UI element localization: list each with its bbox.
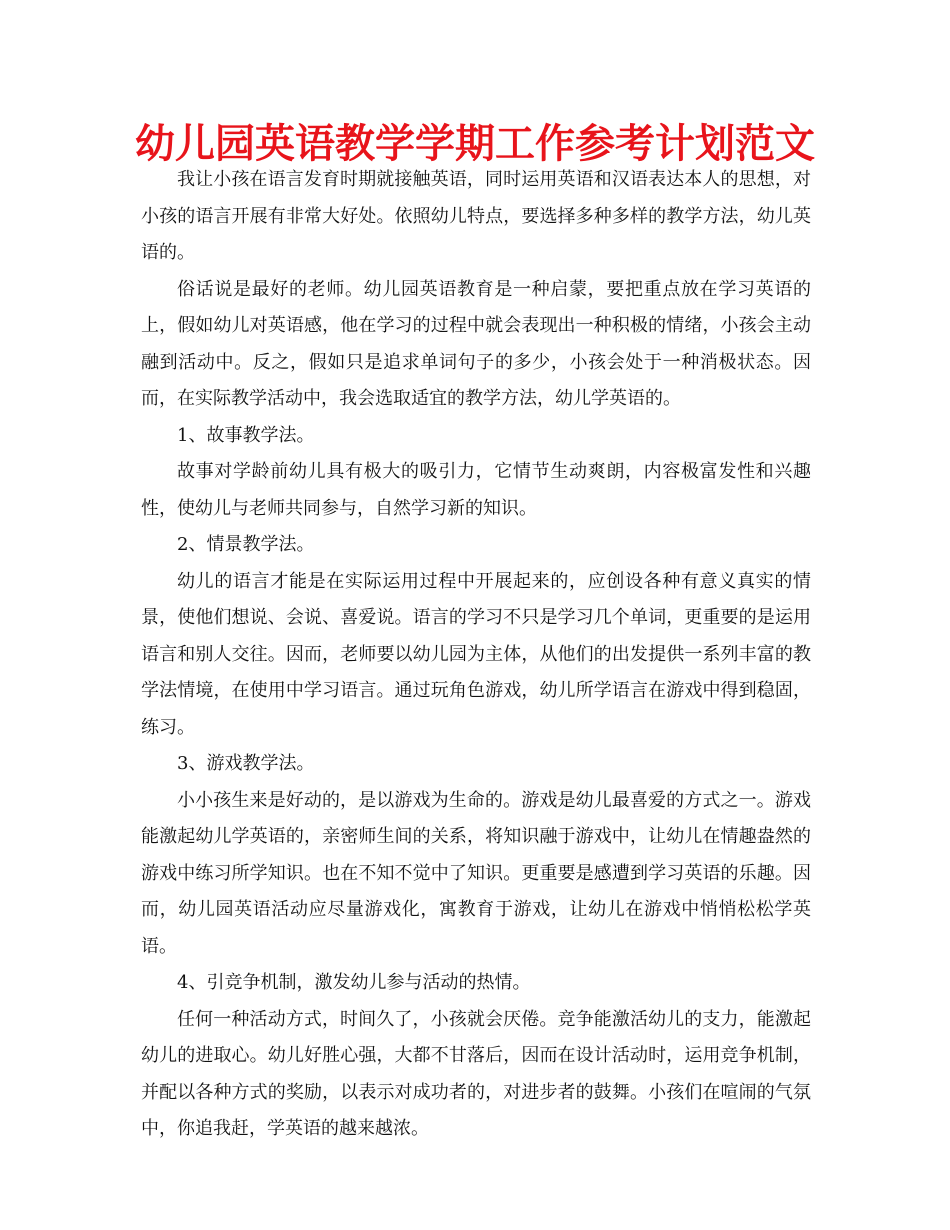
document-body	[141, 162, 811, 1148]
paragraph-story-method: 故事对学龄前幼儿具有极大的吸引力，它情节生动爽朗，内容极富发性和兴趣性，使幼儿与老师共同参与，自然学习新的知识。	[141, 461, 811, 519]
paragraph-intro: 我让小孩在语言发育时期就接触英语，同时运用英语和汉语表达本人的思想，对小孩的语言开展有非常大好处。依照幼儿特点，要选择多种多样的教学方法，幼儿英语的。	[141, 169, 811, 263]
paragraph-scene-method: 幼儿的语言才能是在实际运用过程中开展起来的，应创设各种有意义真实的情景，使他们想说、会说、喜爱说。语言的学习不只是学习几个单词，更重要的是运用语言和别人交往。因而，老师要以幼儿园为主体，从他们的出发提供一系列丰富的教学法情境，在使用中学习语言。通过玩角色游戏，幼儿所学语言在游戏中得到稳固，练习。	[141, 570, 811, 738]
heading-scene-method: 2、情景教学法。	[177, 534, 315, 555]
heading-game-method: 3、游戏教学法。	[177, 753, 315, 774]
paragraph-interest: 俗话说是最好的老师。幼儿园英语教育是一种启蒙，要把重点放在学习英语的上，假如幼儿对英语感，他在学习的过程中就会表现出一种积极的情绪，小孩会主动融到活动中。反之，假如只是追求单词句子的多少，小孩会处于一种消极状态。因而，在实际教学活动中，我会选取适宜的教学方法，幼儿学英语的。	[141, 278, 811, 409]
page-title: 幼儿园英语教学学期工作参考计划范文	[135, 121, 815, 167]
paragraph-game-method: 小小孩生来是好动的，是以游戏为生命的。游戏是幼儿最喜爱的方式之一。游戏能激起幼儿学英语的，亲密师生间的关系，将知识融于游戏中，让幼儿在情趣盎然的游戏中练习所学知识。也在不知不觉中了知识。更重要是感遭到学习英语的乐趣。因而，幼儿园英语活动应尽量游戏化，寓教育于游戏，让幼儿在游戏中悄悄松松学英语。	[141, 789, 811, 957]
heading-story-method: 1、故事教学法。	[177, 424, 315, 446]
heading-competition: 4、引竞争机制，激发幼儿参与活动的热情。	[177, 972, 531, 993]
paragraph-competition: 任何一种活动方式，时间久了，小孩就会厌倦。竞争能激活幼儿的支力，能激起幼儿的进取心。幼儿好胜心强，大都不甘落后，因而在设计活动时，运用竞争机制，并配以各种方式的奖励，以表示对成功者的，对进步者的鼓舞。小孩们在喧闹的气氛中，你追我赶，学英语的越来越浓。	[141, 1008, 811, 1139]
